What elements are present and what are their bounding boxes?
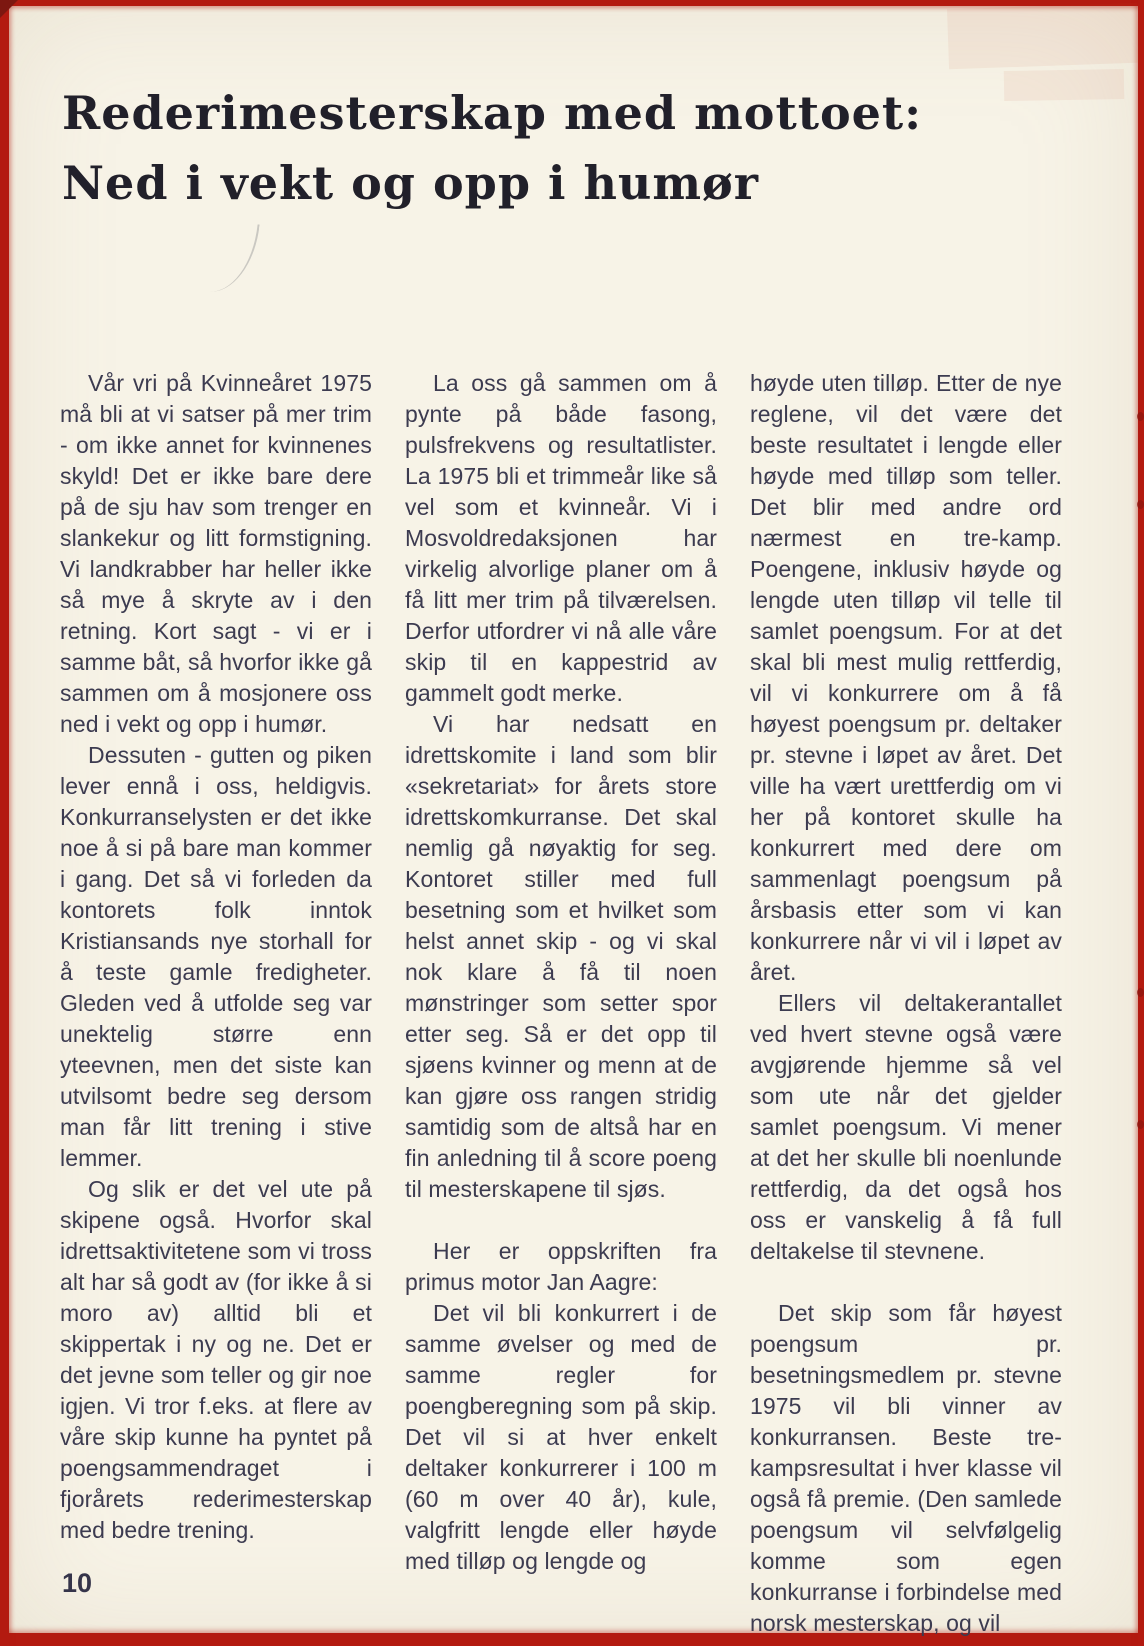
paragraph: Det vil bli konkurrert i de samme øvelser og med de samme regler for poengberegning som på skip. Det vil si at hver enkelt deltaker konkurrerer i 100 m (60 m over 40 år), kule, valgfritt lengde eller høyde med tilløp og lengde og [405,1300,717,1574]
text-column-1 [60,368,372,1639]
article-title-line-2: Ned i vekt og opp i humør [62,156,759,210]
red-ink-speck [1137,500,1144,509]
ink-bleed-ghost [947,3,1139,70]
red-ink-speck [1137,988,1144,997]
text-column-3 [750,368,1062,1639]
paragraph: Og slik er det vel ute på skipene også. Hvorfor skal idrettsaktivitetene som vi tross alt har så godt av (for ikke å si moro av) alltid bli et skippertak i ny og ne. Det er det jevne som teller og gir noe igjen. Vi tror f.eks. at flere av våre skip kunne ha pyntet på poengsammendraget i fjorårets rederimesterskap med bedre trening. [60,1176,372,1543]
paragraph: Ellers vil deltakerantallet ved hvert stevne også være avgjørende hjemme så vel som ute når det gjelder samlet poengsum. Vi mener at det her skulle bli noenlunde rettferdig, da det også hos oss er vanskelig å få full deltakelse til stevnene. [750,990,1062,1264]
paragraph: Det skip som får høyest poengsum pr. besetningsmedlem pr. stevne 1975 vil bli vinner av konkurransen. Beste tre-kampsresultat i hver klasse vil også få premie. (Den samlede poengsum vil selvfølgelig komme som egen konkurranse i forbindelse med norsk mesterskap, og vil [750,1300,1062,1636]
article-body [60,368,1062,1639]
paragraph: Vi har nedsatt en idrettskomite i land som blir «sekretariat» for årets store idrettskomkurranse. Det skal nemlig gå nøyaktig for seg. Kontoret stiller med full besetning som et hvilket som helst annet skip - og vi skal nok klare å få til noen mønstringer som setter spor etter seg. Så er det opp til sjøens kvinner og menn at de kan gjøre oss rangen stridig samtidig som de altså har en fin anledning til å score poeng til mesterskapene til sjøs. [405,711,717,1202]
paragraph: Her er oppskriften fra primus motor Jan Aagre: [405,1238,717,1295]
article-title-line-1: Rederimesterskap med mottoet: [62,86,923,140]
scan-scratch-artifact [208,220,259,296]
paragraph: La oss gå sammen om å pynte på både fasong, pulsfrekvens og resultatlister. La 1975 bli et trimmeår like så vel som et kvinneår. Vi i Mosvoldredaksjonen har virkelig alvorlige planer om å få litt mer trim på tilværelsen. Derfor utfordrer vi nå alle våre skip til en kappestrid av gammelt godt merke. [405,370,717,706]
red-ink-speck [1137,412,1144,421]
paragraph: Dessuten - gutten og piken lever ennå i oss, heldigvis. Konkurranselysten er det ikke noe å si på bare man kommer i gang. Det så vi forleden da kontorets folk inntok Kristiansands nye storhall for å teste gamle fredigheter. Gleden ved å utfolde seg var unektelig større enn yteevnen, men det siste kan utvilsomt bedre seg dersom man får litt trening i stive lemmer. [60,742,372,1171]
text-column-2 [405,368,717,1639]
article-header [62,78,1062,218]
paragraph: høyde uten tilløp. Etter de nye reglene, vil det være det beste resultatet i lengde eller høyde med tilløp som teller. Det blir med andre ord nærmest en tre-kamp. Poengene, inklusiv høyde og lengde uten tilløp vil telle til samlet poengsum. For at det skal bli mest mulig rettferdig, vil vi konkurrere om å få høyest poengsum pr. deltaker pr. stevne i løpet av året. Det ville ha vært urettferdig om vi her på kontoret skulle ha konkurrert med dere om sammenlagt poengsum på årsbasis etter som vi kan konkurrere når vi vil i løpet av året. [750,370,1062,985]
red-ink-speck [1137,1120,1144,1129]
red-corner-mark [0,0,18,18]
paragraph: Vår vri på Kvinneåret 1975 må bli at vi satser på mer trim - om ikke annet for kvinnenes skyld! Det er ikke bare dere på de sju hav som trenger en slankekur og litt formstigning. Vi landkrabber har heller ikke så mye å skryte av i den retning. Kort sagt - vi er i samme båt, så hvorfor ikke gå sammen om å mosjonere oss ned i vekt og opp i humør. [60,370,372,737]
red-page-edge-top [0,0,1144,6]
red-page-edge-left [0,0,9,1646]
page-number: 10 [62,1568,93,1598]
red-page-edge-right [1138,0,1144,1646]
page-footer [62,1568,92,1599]
